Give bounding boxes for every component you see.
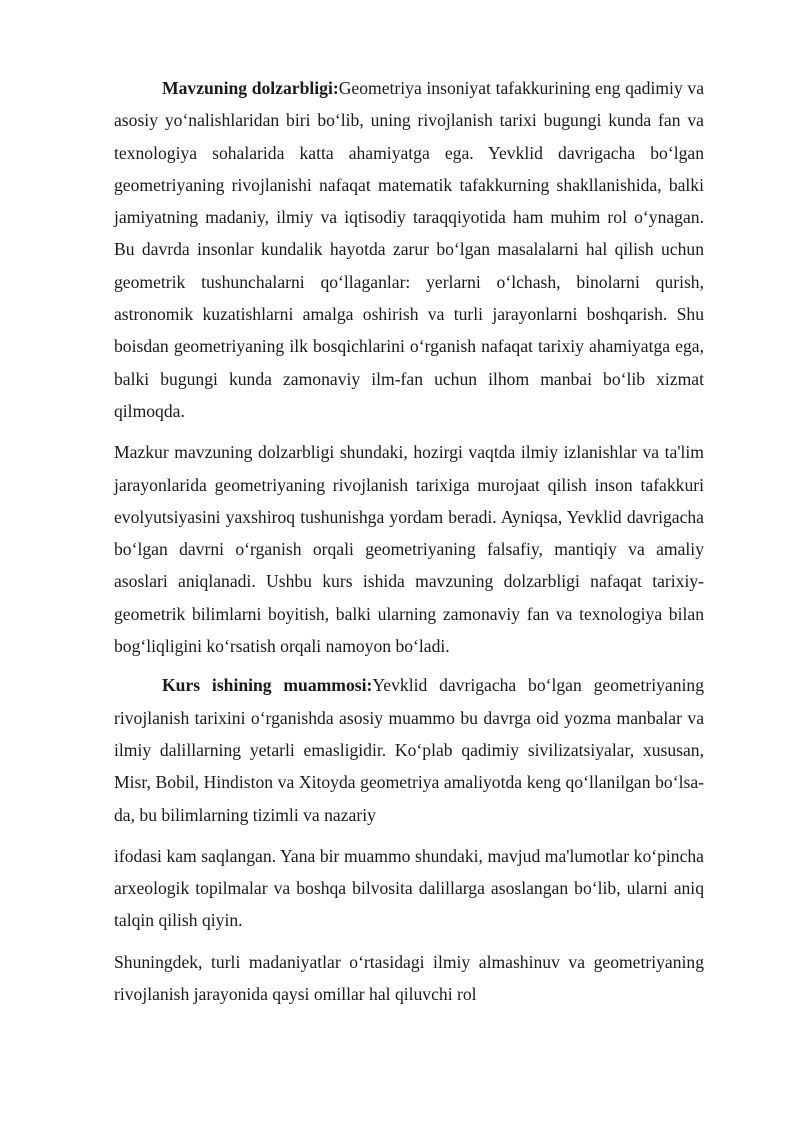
section-heading-relevance: Mavzuning dolzarbligi: bbox=[162, 78, 339, 98]
paragraph-text: Yevklid davrigacha bo‘lgan geometriyaning rivojlanish tarixini o‘rganishda asosiy muammo bu davrga oid yozma manbalar va ilmiy dalillarning yetarli emasligidir. Ko‘plab qadimiy sivilizatsiyalar, xususan, Misr, Bobil, Hindiston va Xitoyda geometriya amaliyotda keng qo‘llanilgan bo‘lsa-da, bu bilimlarning tizimli va nazariy bbox=[114, 675, 704, 825]
paragraph-relevance-continued: Mazkur mavzuning dolzarbligi shundaki, hozirgi vaqtda ilmiy izlanishlar va ta'lim jarayonlarida geometriyaning rivojlanish tarixiga murojaat qilish inson tafakkuri evolyutsiyasini yaxshiroq tushunishga yordam beradi. Ayniqsa, Yevklid davrigacha bo‘lgan davrni o‘rganish orqali geometriyaning falsafiy, mantiqiy va amaliy asoslari aniqlanadi. Ushbu kurs ishida mavzuning dolzarbligi nafaqat tarixiy-geometrik bilimlarni boyitish, balki ularning zamonaviy fan va texnologiya bilan bog‘liqligini ko‘rsatish orqali namoyon bo‘ladi. bbox=[114, 442, 704, 657]
section-heading-problem: Kurs ishining muammosi: bbox=[162, 675, 373, 696]
paragraph-problem bbox=[114, 669, 704, 830]
document-page bbox=[114, 72, 704, 1010]
paragraph-exchange: Shuningdek, turli madaniyatlar o‘rtasidagi ilmiy almashinuv va geometriyaning rivojlanish jarayonida qaysi omillar hal qiluvchi rol bbox=[114, 951, 704, 1005]
paragraph-relevance bbox=[114, 72, 704, 427]
paragraph-text: Geometriya insoniyat tafakkurining eng qadimiy va asosiy yo‘nalishlaridan biri bo‘lib, uning rivojlanish tarixi bugungi kunda fan va texnologiya sohalarida katta ahamiyatga ega. Yevklid davrigacha bo‘lgan geometriyaning rivojlanishi nafaqat matematik tafakkurning shakllanishida, balki jamiyatning madaniy, ilmiy va iqtisodiy taraqqiyotida ham muhim rol o‘ynagan. Bu davrda insonlar kundalik hayotda zarur bo‘lgan masalalarni hal qilish uchun geometrik tushunchalarni qo‘llaganlar: yerlarni o‘lchash, binolarni qurish, astronomik kuzatishlarni amalga oshirish va turli jarayonlarni boshqarish. Shu boisdan geometriyaning ilk bosqichlarini o‘rganish nafaqat tarixiy ahamiyatga ega, balki bugungi kunda zamonaviy ilm-fan uchun ilhom manbai bo‘lib xizmat qilmoqda. bbox=[114, 78, 705, 421]
paragraph-problem-continued: ifodasi kam saqlangan. Yana bir muammo shundaki, mavjud ma'lumotlar ko‘pincha arxeologik topilmalar va boshqa bilvosita dalillarga asoslangan bo‘lib, ularni aniq talqin qilish qiyin. bbox=[114, 845, 704, 931]
